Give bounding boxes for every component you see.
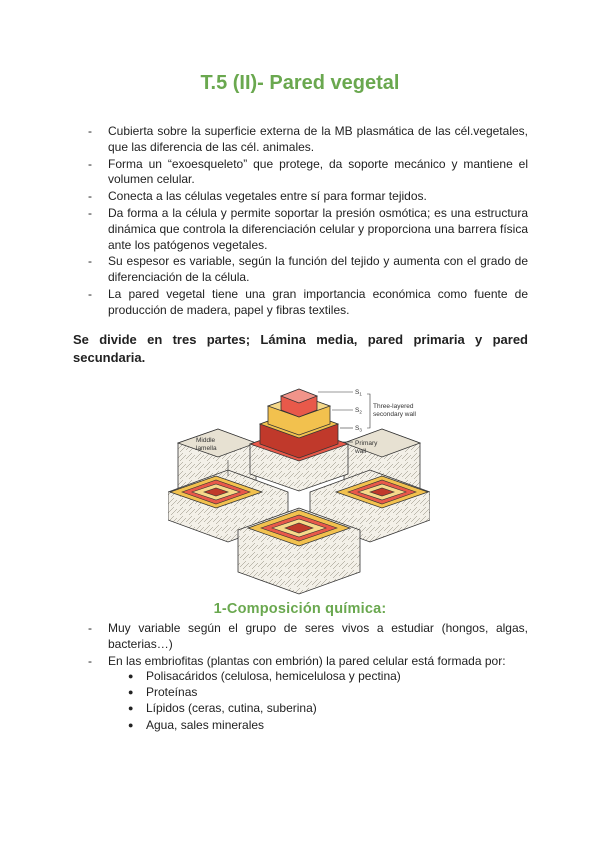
label-secondary-wall-2: secondary wall: [373, 411, 416, 418]
intro-list: [88, 124, 528, 320]
label-middle-lamella-2: lamella: [196, 445, 217, 452]
list-item: - En las embriofitas (plantas con embrión) la pared celular está formada por:: [88, 654, 528, 670]
sub-list-item: ● Proteínas: [128, 684, 401, 700]
list-item: - Conecta a las células vegetales entre sí para formar tejidos.: [88, 189, 528, 205]
list-item: - Su espesor es variable, según la función del tejido y aumenta con el grado de diferenciación de la célula.: [88, 254, 528, 286]
sub-list-item: ● Agua, sales minerales: [128, 717, 401, 733]
list-item: - Da forma a la célula y permite soportar la presión osmótica; es una estructura dinámica que controla la diferenciación celular y proporciona una barrera física ante los patógenos vegetales.: [88, 206, 528, 253]
cell-wall-diagram: [168, 380, 430, 596]
section-heading: 1-Composición química:: [213, 601, 387, 617]
list-item: - Forma un “exoesqueleto” que protege, da soporte mecánico y mantiene el volumen celular.: [88, 157, 528, 189]
label-s3: $S_3$: [355, 425, 362, 433]
label-middle-lamella-1: Middle: [196, 437, 216, 444]
label-s2: $S_2$: [355, 407, 362, 415]
label-primary-wall-2: wall: [355, 448, 367, 455]
list-item: - Cubierta sobre la superficie externa de la MB plasmática de las cél.vegetales, que las diferencia de las cél. animales.: [88, 124, 528, 156]
components-sublist: [128, 668, 401, 733]
label-primary-wall-1: Primary: [355, 440, 378, 447]
page-title: T.5 (II)- Pared vegetal: [200, 72, 400, 94]
composition-list: [88, 621, 528, 670]
label-secondary-wall-1: Three-layered: [373, 403, 414, 410]
divide-statement: Se divide en tres partes; Lámina media, pared primaria y pared secundaria.: [73, 332, 528, 365]
label-s1: $S_1$: [355, 389, 362, 397]
sub-list-item: ● Polisacáridos (celulosa, hemicelulosa y pectina): [128, 668, 401, 684]
central-layered-cell: [250, 389, 348, 491]
list-item: - Muy variable según el grupo de seres vivos a estudiar (hongos, algas, bacterias…): [88, 621, 528, 653]
list-item: - La pared vegetal tiene una gran importancia económica como fuente de producción de madera, papel y fibras textiles.: [88, 287, 528, 319]
sub-list-item: ● Lípidos (ceras, cutina, suberina): [128, 700, 401, 716]
